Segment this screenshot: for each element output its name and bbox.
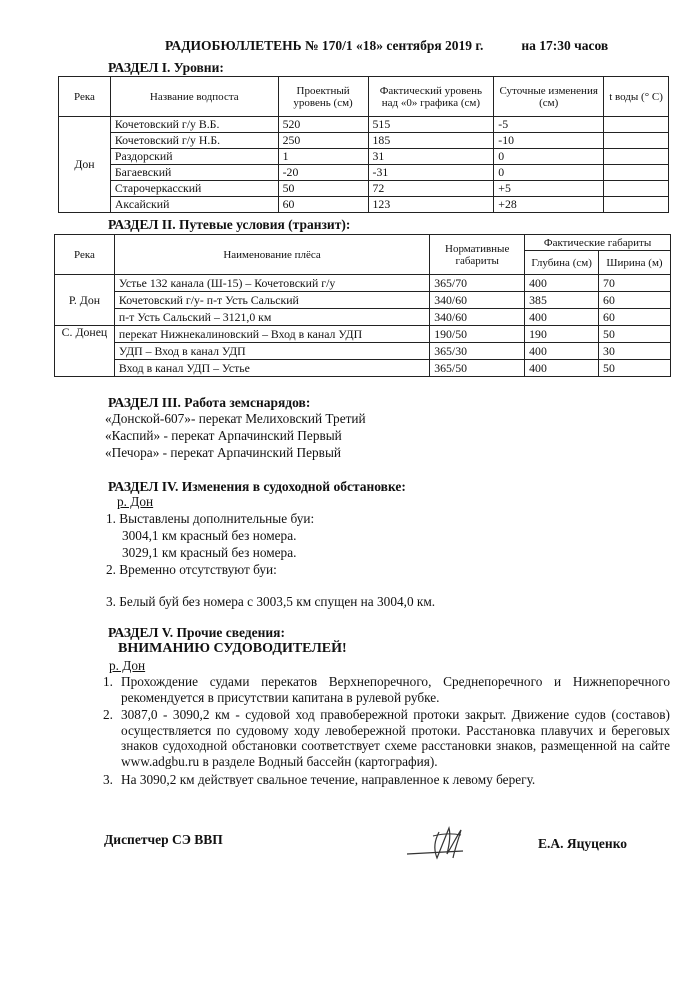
normative: 365/30 bbox=[430, 343, 525, 360]
levels-table bbox=[58, 76, 669, 213]
depth: 190 bbox=[525, 326, 599, 343]
table-row bbox=[59, 117, 669, 133]
table-row bbox=[55, 309, 671, 326]
river-cell: С. Донец bbox=[55, 326, 115, 377]
design-level: 60 bbox=[278, 197, 368, 213]
attention-heading: ВНИМАНИЮ СУДОВОДИТЕЛЕЙ! bbox=[118, 641, 347, 656]
title-text: РАДИОБЮЛЛЕТЕНЬ № 170/1 «18» сентября 2019 г. bbox=[165, 38, 484, 53]
water-temp bbox=[604, 165, 669, 181]
river-cell: Р. Дон bbox=[55, 275, 115, 326]
section4-item3: 3. Белый буй без номера с 3003,5 км спущен на 3004,0 км. bbox=[106, 594, 436, 609]
section1-heading: РАЗДЕЛ I. Уровни: bbox=[108, 60, 224, 75]
table-row bbox=[55, 275, 671, 292]
width: 60 bbox=[599, 309, 671, 326]
section5-heading: РАЗДЕЛ V. Прочие сведения: bbox=[108, 625, 285, 640]
notice-text: На 3090,2 км действует свальное течение, направленное к левому берегу. bbox=[121, 772, 536, 787]
width: 60 bbox=[599, 292, 671, 309]
col-width: Ширина (м) bbox=[599, 251, 671, 275]
post-name: Старочеркасский bbox=[110, 181, 278, 197]
daily-change: 0 bbox=[494, 165, 604, 181]
depth: 400 bbox=[525, 309, 599, 326]
notice-item bbox=[103, 772, 670, 788]
post-name: Кочетовский г/у В.Б. bbox=[110, 117, 278, 133]
col-river: Река bbox=[59, 77, 111, 117]
actual-level: 185 bbox=[368, 133, 494, 149]
daily-change: +5 bbox=[494, 181, 604, 197]
table-row bbox=[59, 133, 669, 149]
actual-level: 515 bbox=[368, 117, 494, 133]
post-name: Багаевский bbox=[110, 165, 278, 181]
levels-header-row bbox=[59, 77, 669, 117]
section4-item2: 2. Временно отсутствуют буи: bbox=[106, 562, 277, 577]
post-name: Аксайский bbox=[110, 197, 278, 213]
col-depth: Глубина (см) bbox=[525, 251, 599, 275]
title-time: на 17:30 часов bbox=[521, 38, 609, 53]
normative: 190/50 bbox=[430, 326, 525, 343]
notice-number: 1. bbox=[103, 674, 113, 689]
post-name: Раздорский bbox=[110, 149, 278, 165]
buoy-line: 3004,1 км красный без номера. bbox=[122, 528, 297, 543]
section4-river: р. Дон bbox=[117, 494, 154, 509]
section5-river: р. Дон bbox=[109, 658, 146, 673]
design-level: 520 bbox=[278, 117, 368, 133]
col-actual-group: Фактические габариты bbox=[525, 235, 671, 251]
normative: 340/60 bbox=[430, 292, 525, 309]
width: 50 bbox=[599, 360, 671, 377]
water-temp bbox=[604, 197, 669, 213]
transit-header-row bbox=[55, 235, 671, 251]
handwritten-signature bbox=[405, 818, 485, 868]
table-row bbox=[59, 165, 669, 181]
design-level: 250 bbox=[278, 133, 368, 149]
col-reach-name: Наименование плёса bbox=[114, 235, 429, 275]
post-name: Кочетовский г/у Н.Б. bbox=[110, 133, 278, 149]
notice-item bbox=[103, 674, 670, 705]
reach-name: УДП – Вход в канал УДП bbox=[114, 343, 429, 360]
notice-item bbox=[103, 707, 670, 769]
col-river: Река bbox=[55, 235, 115, 275]
normative: 365/70 bbox=[430, 275, 525, 292]
water-temp bbox=[604, 117, 669, 133]
normative: 365/50 bbox=[430, 360, 525, 377]
reach-name: перекат Нижнекалиновский – Вход в канал УДП bbox=[114, 326, 429, 343]
depth: 400 bbox=[525, 343, 599, 360]
col-post-name: Название водпоста bbox=[110, 77, 278, 117]
notice-text: 3087,0 - 3090,2 км - судовой ход правобережной протоки закрыт. Движение судов (составов) осуществляется по судовому ходу левобережной протоки. Расстановка плавучих и береговых знаков судоходной обстановки соответствует схеме расстановки знаков, размещенной на сайте www.adgbu.ru в разделе Водный бассейн (картография). bbox=[121, 707, 670, 769]
depth: 400 bbox=[525, 360, 599, 377]
dredger-line: «Печора» - перекат Арпачинский Первый bbox=[105, 445, 342, 460]
water-temp bbox=[604, 133, 669, 149]
transit-table bbox=[54, 234, 671, 377]
table-row bbox=[59, 149, 669, 165]
depth: 400 bbox=[525, 275, 599, 292]
reach-name: Вход в канал УДП – Устье bbox=[114, 360, 429, 377]
daily-change: 0 bbox=[494, 149, 604, 165]
design-level: 50 bbox=[278, 181, 368, 197]
section4-heading: РАЗДЕЛ IV. Изменения в судоходной обстановке: bbox=[108, 479, 406, 494]
actual-level: 31 bbox=[368, 149, 494, 165]
reach-name: Кочетовский г/у- п-т Усть Сальский bbox=[114, 292, 429, 309]
width: 50 bbox=[599, 326, 671, 343]
col-water-temp: t воды (° C) bbox=[604, 77, 669, 117]
section3-heading: РАЗДЕЛ III. Работа земснарядов: bbox=[108, 395, 311, 410]
daily-change: +28 bbox=[494, 197, 604, 213]
table-row bbox=[55, 326, 671, 343]
actual-level: -31 bbox=[368, 165, 494, 181]
design-level: -20 bbox=[278, 165, 368, 181]
col-normative: Нормативные габариты bbox=[430, 235, 525, 275]
table-row bbox=[55, 360, 671, 377]
notice-number: 3. bbox=[103, 772, 113, 787]
notice-number: 2. bbox=[103, 707, 113, 722]
design-level: 1 bbox=[278, 149, 368, 165]
depth: 385 bbox=[525, 292, 599, 309]
section2-heading: РАЗДЕЛ II. Путевые условия (транзит): bbox=[108, 217, 351, 232]
col-daily-change: Суточные изменения (см) bbox=[494, 77, 604, 117]
table-row bbox=[55, 292, 671, 309]
table-row bbox=[55, 343, 671, 360]
dredger-line: «Каспий» - перекат Арпачинский Первый bbox=[105, 428, 342, 443]
notice-text: Прохождение судами перекатов Верхнепоречного, Среднепоречного и Нижнепоречного рекомендуется в присутствии капитана в рулевой рубке. bbox=[121, 674, 670, 705]
daily-change: -5 bbox=[494, 117, 604, 133]
normative: 340/60 bbox=[430, 309, 525, 326]
actual-level: 123 bbox=[368, 197, 494, 213]
dispatcher-name: Е.А. Яцуценко bbox=[538, 836, 628, 851]
reach-name: Устье 132 канала (Ш-15) – Кочетовский г/у bbox=[114, 275, 429, 292]
daily-change: -10 bbox=[494, 133, 604, 149]
width: 70 bbox=[599, 275, 671, 292]
actual-level: 72 bbox=[368, 181, 494, 197]
dredger-line: «Донской-607»- перекат Мелиховский Третий bbox=[105, 411, 366, 426]
table-row bbox=[59, 181, 669, 197]
reach-name: п-т Усть Сальский – 3121,0 км bbox=[114, 309, 429, 326]
buoy-line: 3029,1 км красный без номера. bbox=[122, 545, 297, 560]
bulletin-title bbox=[165, 38, 608, 54]
table-row bbox=[59, 197, 669, 213]
width: 30 bbox=[599, 343, 671, 360]
river-cell: Дон bbox=[59, 117, 111, 213]
water-temp bbox=[604, 181, 669, 197]
water-temp bbox=[604, 149, 669, 165]
dispatcher-position: Диспетчер СЭ ВВП bbox=[104, 832, 223, 847]
col-actual-level: Фактический уровень над «0» графика (см) bbox=[368, 77, 494, 117]
col-design-level: Проектный уровень (см) bbox=[278, 77, 368, 117]
section4-item1: 1. Выставлены дополнительные буи: bbox=[106, 511, 315, 526]
